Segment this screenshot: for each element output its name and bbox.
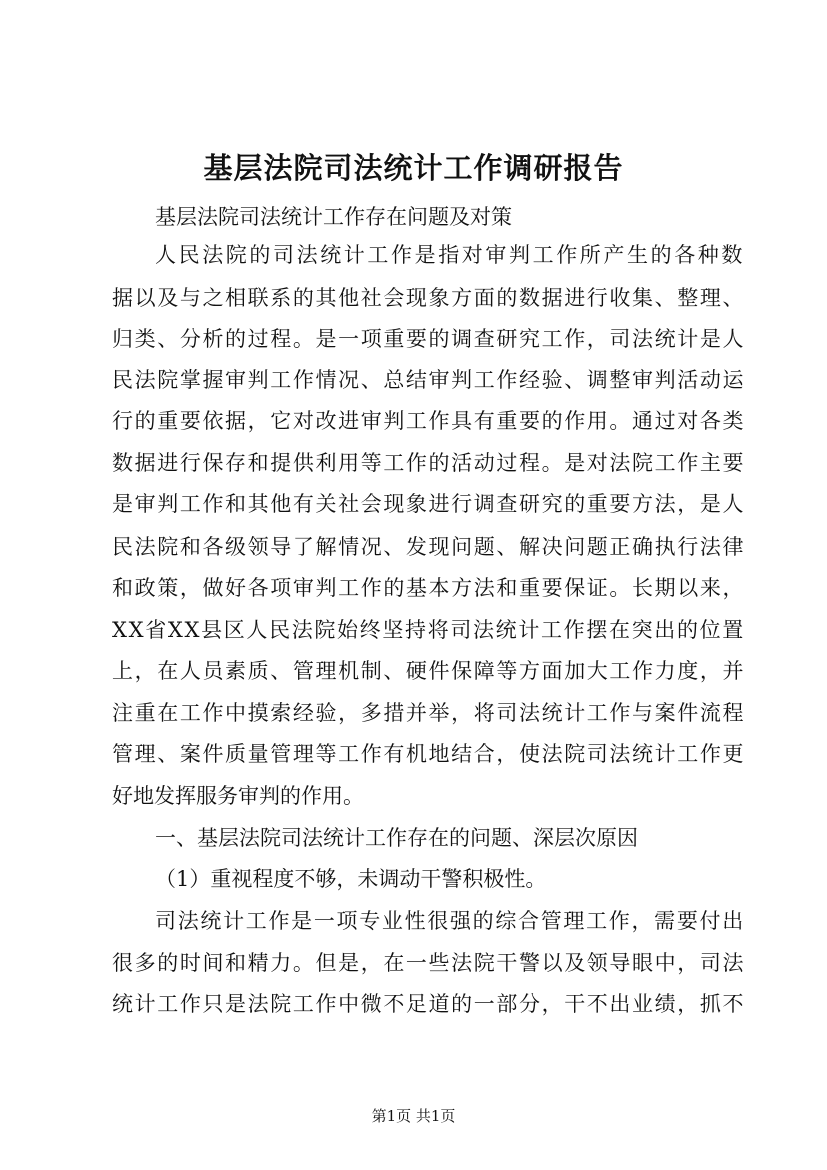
body-line: 民法院和各级领导了解情况、发现问题、解决问题正确执行法律 [112,535,746,559]
subsection-heading: （1）重视程度不够，未调动干警积极性。 [155,867,547,891]
body-line: 好地发挥服务审判的作用。 [112,784,364,808]
body-line: 管理、案件质量管理等工作有机地结合，使法院司法统计工作更 [112,742,746,766]
page-footer: 第1页 共1页 [371,1107,456,1125]
body-line: 是审判工作和其他有关社会现象进行调查研究的重要方法，是人 [112,492,746,516]
body-line: 民法院掌握审判工作情况、总结审判工作经验、调整审判活动运 [112,368,746,392]
body-line: 很多的时间和精力。但是，在一些法院干警以及领导眼中，司法 [112,951,746,975]
body-line: 归类、分析的过程。是一项重要的调查研究工作，司法统计是人 [112,327,746,351]
body-line: 行的重要依据，它对改进审判工作具有重要的作用。通过对各类 [112,409,746,433]
body-line: 统计工作只是法院工作中微不足道的一部分，干不出业绩，抓不 [112,992,746,1016]
section-heading: 一、基层法院司法统计工作存在的问题、深层次原因 [155,826,638,850]
body-line: 人民法院的司法统计工作是指对审判工作所产生的各种数 [155,243,745,267]
body-line: 上，在人员素质、管理机制、硬件保障等方面加大工作力度，并 [112,659,746,683]
body-line: 据以及与之相联系的其他社会现象方面的数据进行收集、整理、 [112,286,746,310]
document-title: 基层法院司法统计工作调研报告 [203,151,624,185]
body-line: 和政策，做好各项审判工作的基本方法和重要保证。长期以来， [112,576,746,600]
body-line: 数据进行保存和提供利用等工作的活动过程。是对法院工作主要 [112,451,746,475]
body-line: XX省XX县区人民法院始终坚持将司法统计工作摆在突出的位置 [112,618,745,642]
body-line: 注重在工作中摸索经验，多措并举，将司法统计工作与案件流程 [112,701,746,725]
body-line: 司法统计工作是一项专业性很强的综合管理工作，需要付出 [155,909,745,933]
subtitle-line: 基层法院司法统计工作存在问题及对策 [155,205,512,229]
